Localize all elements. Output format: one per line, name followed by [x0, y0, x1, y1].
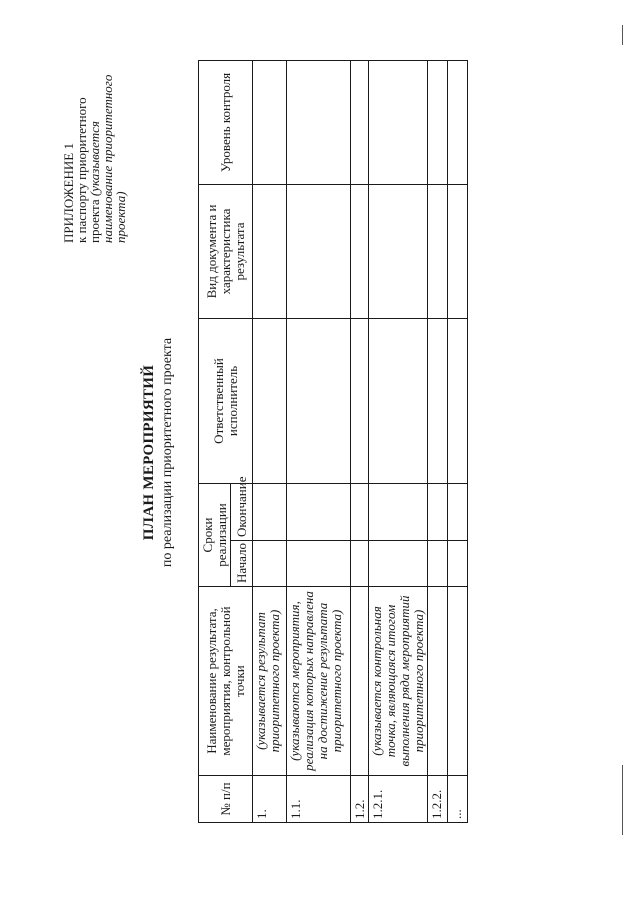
cell-document — [428, 184, 448, 318]
header-responsible: Ответственный исполнитель — [199, 318, 253, 483]
cell-start — [369, 541, 428, 587]
header-num: № п/п — [199, 776, 253, 823]
cell-end — [287, 483, 351, 540]
cell-end — [428, 483, 448, 540]
row-number: 1.2.2. — [428, 776, 448, 823]
appendix-line-3-italic: (указывается — [87, 121, 102, 197]
header-terms: Сроки реализации — [199, 483, 231, 586]
appendix-line-3-plain: проекта — [87, 196, 102, 243]
row-number: 1.1. — [287, 776, 351, 823]
cell-control — [369, 60, 428, 184]
header-start: Начало — [231, 541, 253, 587]
cell-start — [448, 541, 468, 587]
cell-document — [287, 184, 351, 318]
header-document: Вид документа и характеристика результата — [199, 184, 253, 318]
cell-control — [253, 60, 287, 184]
cell-document — [369, 184, 428, 318]
row-description — [428, 587, 448, 776]
appendix-line-5: проекта) — [113, 191, 128, 243]
header-end: Окончание — [231, 483, 253, 540]
table-row-6 — [448, 60, 468, 822]
row-number: 1.2.1. — [369, 776, 428, 823]
appendix-line-2: к паспорту приоритетного — [74, 97, 89, 243]
cell-start — [428, 541, 448, 587]
document-title: ПЛАН МЕРОПРИЯТИЙ — [141, 364, 157, 541]
row-description — [448, 587, 468, 776]
cell-responsible — [287, 318, 351, 483]
cell-document — [448, 184, 468, 318]
cell-end — [351, 483, 369, 540]
cell-start — [253, 541, 287, 587]
table-row-1 — [253, 60, 287, 822]
cell-end — [253, 483, 287, 540]
row-number: 1. — [253, 776, 287, 823]
header-row-1 — [199, 60, 231, 822]
row-number: ... — [448, 776, 468, 823]
scan-mark-left — [622, 765, 623, 835]
row-description: (указываются мероприятия, реализация которых направлена на достижение результата приоритетного проекта) — [287, 587, 351, 776]
cell-responsible — [428, 318, 448, 483]
cell-start — [351, 541, 369, 587]
table-row-4 — [369, 60, 428, 822]
row-description: (указывается результат приоритетного проекта) — [253, 587, 287, 776]
cell-start — [287, 541, 351, 587]
header-control: Уровень контроля — [199, 60, 253, 184]
appendix-line-4: наименование приоритетного — [100, 74, 115, 243]
row-description: (указывается контрольная точка, являющаяся итогом выполнения ряда мероприятий приоритетного проекта) — [369, 587, 428, 776]
scan-mark-right — [622, 25, 623, 45]
cell-end — [369, 483, 428, 540]
cell-control — [287, 60, 351, 184]
cell-document — [253, 184, 287, 318]
cell-responsible — [369, 318, 428, 483]
appendix-line-1: ПРИЛОЖЕНИЕ 1 — [61, 143, 76, 243]
table-row-3 — [351, 60, 369, 822]
row-number: 1.2. — [351, 776, 369, 823]
cell-end — [448, 483, 468, 540]
cell-control — [351, 60, 369, 184]
cell-control — [448, 60, 468, 184]
cell-responsible — [253, 318, 287, 483]
plan-table — [198, 60, 468, 823]
appendix-note — [62, 43, 127, 243]
table-row-5 — [428, 60, 448, 822]
cell-document — [351, 184, 369, 318]
header-name: Наименование результата, мероприятия, контрольной точки — [199, 587, 253, 776]
cell-responsible — [448, 318, 468, 483]
cell-responsible — [351, 318, 369, 483]
document-subtitle: по реализации приоритетного проекта — [160, 337, 175, 568]
cell-control — [428, 60, 448, 184]
table-row-2 — [287, 60, 351, 822]
row-description — [351, 587, 369, 776]
